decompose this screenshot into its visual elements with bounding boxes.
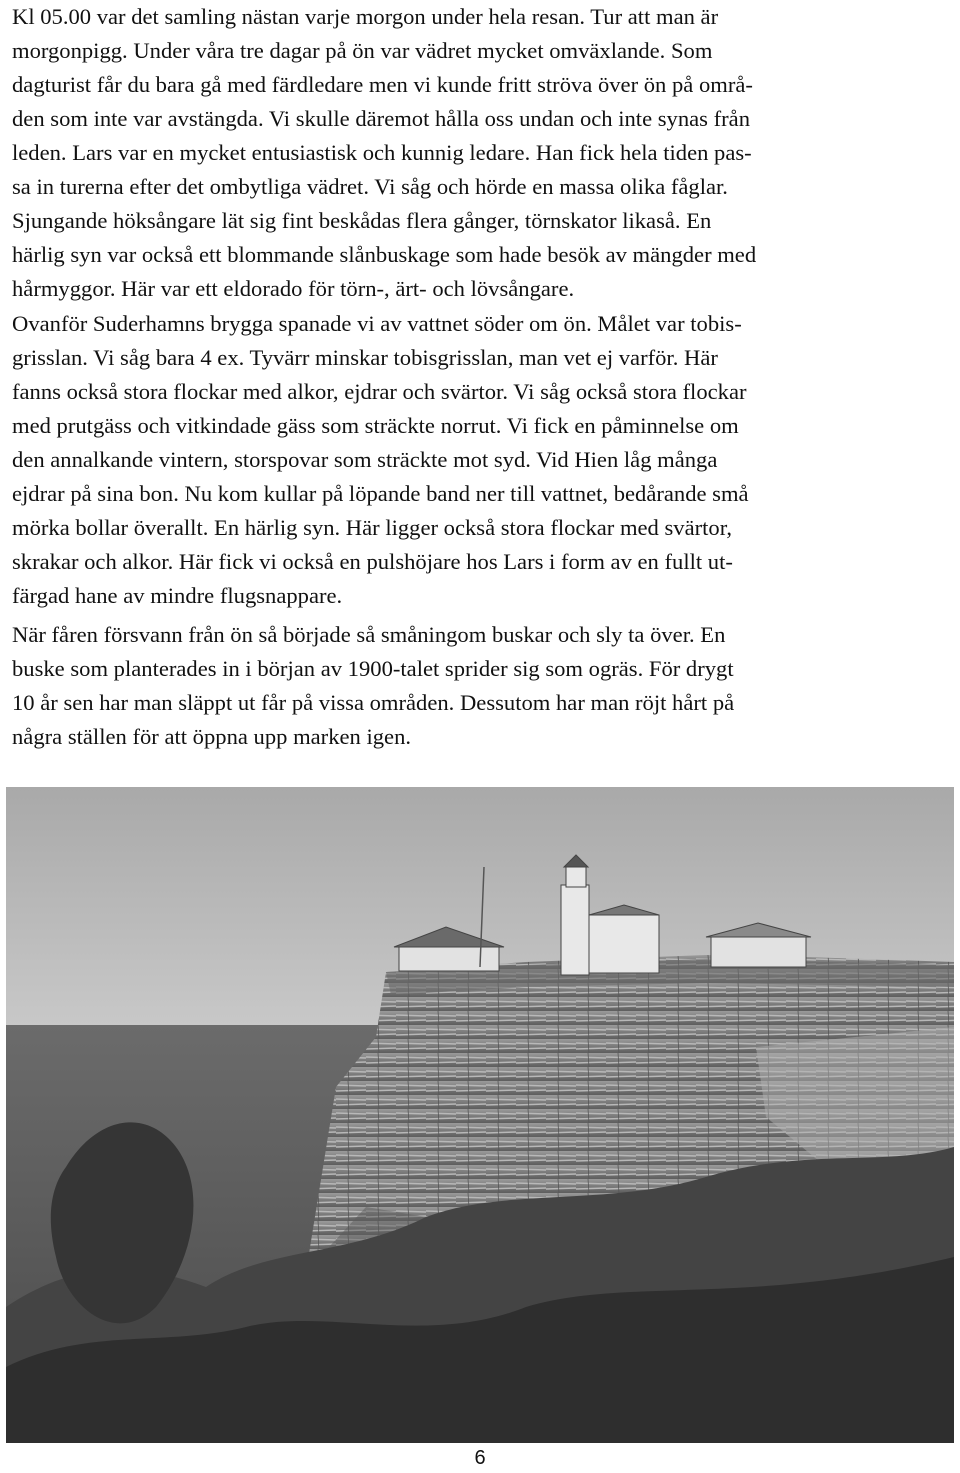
paragraph-suderhamn-birds: Ovanför Suderhamns brygga spanade vi av vattnet söder om ön. Målet var tobis- grisslan. Vi såg bara 4 ex. Tyvärr minskar tobisgrisslan, man vet ej varför. Här fanns också stora flockar med alkor, ejdrar och svärtor. Vi såg också stora flockar med prutgäss och vitkindade gäss som sträckte norrut. Vi fick en påminnelse om den annalkande vintern, storspovar som sträckte mot syd. Vid Hien låg många ejdrar på sina bon. Nu kom kullar på löpande band ner till vattnet, bedårande små mörka bollar överallt. En härlig syn. Här ligger också stora flockar med svärtor, skrakar och alkor. Här fick vi också en pulshöjare hos Lars i form av en fullt ut- färgad hane av mindre flugsnappare.: [12, 311, 749, 608]
page-number: 6: [474, 1447, 486, 1469]
paragraph-morning-gatherings: Kl 05.00 var det samling nästan varje morgon under hela resan. Tur att man är morgonpigg. Under våra tre dagar på ön var vädret mycket omväxlande. Som dagturist får du bara gå med färdledare men vi kunde fritt ströva över ön på områ- den som inte var avstängda. Vi skulle däremot hålla oss undan och inte synas från leden. Lars var en mycket entusiastisk och kunnig ledare. Han fick hela tiden pas- sa in turerna efter det ombytliga vädret. Vi såg och hörde en massa olika fåglar. Sjungande höksångare lät sig fint beskådas flera gånger, törnskator likaså. En härlig syn var också ett blommande slånbuskage som hade besök av mängder med hårmyggor. Här var ett eldorado för törn-, ärt- och lövsångare.: [12, 4, 757, 301]
lighthouse-cliff-photo: [6, 787, 954, 1443]
paragraph-sheep-vegetation: När fåren försvann från ön så började så småningom buskar och sly ta över. En buske som planterades in i början av 1900-talet sprider sig som ogräs. För drygt 10 år sen har man släppt ut får på vissa områden. Dessutom har man röjt hårt på några ställen för att öppna upp marken igen.: [12, 622, 735, 749]
